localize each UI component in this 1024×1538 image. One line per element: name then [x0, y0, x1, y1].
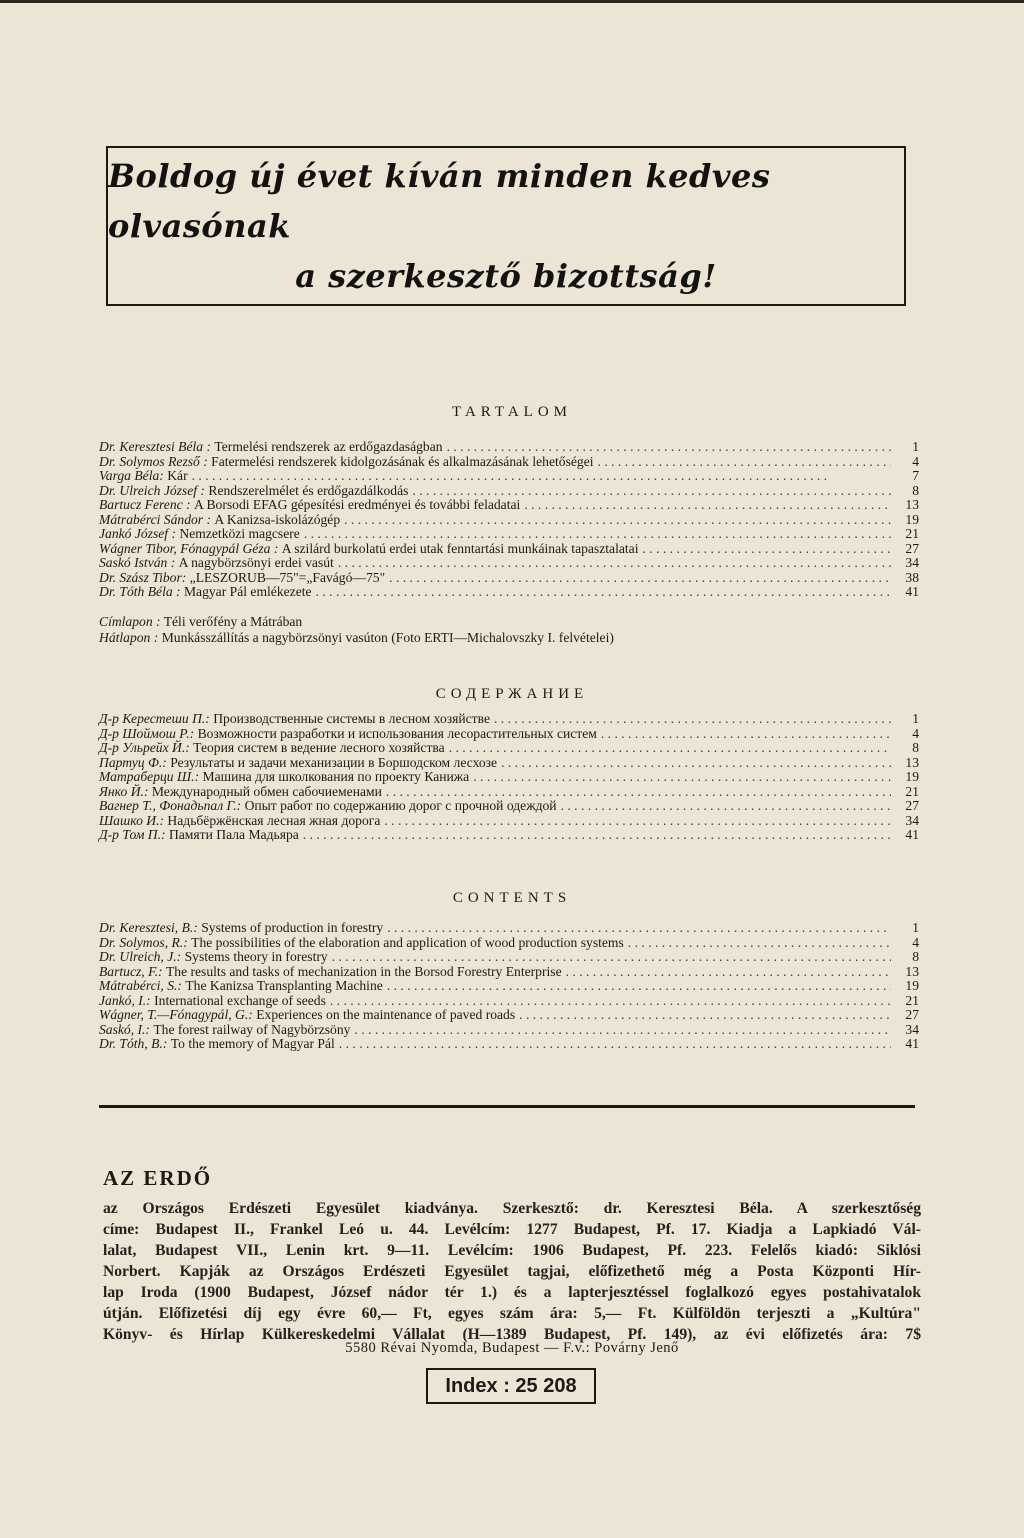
toc-author: Mátrabérci, S.: [99, 978, 182, 993]
toc-leader-dots [519, 1008, 891, 1023]
toc-leader-dots [561, 799, 891, 814]
toc-page-number: 34 [905, 1021, 919, 1037]
toc-author: Матраберци Ш.: [99, 769, 200, 784]
imprint-paragraph [103, 1198, 921, 1345]
toc-page-number: 27 [905, 540, 919, 556]
toc-entry [99, 994, 919, 1009]
toc-entry [99, 542, 919, 557]
top-edge-line [0, 0, 1024, 3]
toc-entry [99, 979, 919, 994]
toc-leader-dots [344, 513, 891, 528]
toc-author: Jankó József : [99, 526, 177, 541]
toc-page-number: 19 [905, 511, 919, 527]
toc-author: Dr. Ulreich, J.: [99, 949, 182, 964]
toc-title: Nemzetközi magcsere [179, 526, 300, 541]
toc-page-number: 19 [905, 978, 919, 993]
toc-author: Dr. Keresztesi, B.: [99, 920, 198, 935]
toc-leader-dots [316, 585, 891, 600]
toc-page-number: 19 [905, 769, 919, 784]
toc-author: Д-р Шоймош Р.: [99, 725, 195, 741]
toc-page-number: 41 [905, 1036, 919, 1051]
toc-leader-dots [494, 712, 891, 727]
toc-entry [99, 1037, 919, 1052]
toc-author: Dr. Tóth, B.: [99, 1036, 168, 1051]
toc-author: Saskó István : [99, 555, 176, 570]
toc-title: A szilárd burkolatú erdei utak fenntartási munkáinak tapasztalatai [281, 540, 639, 556]
toc-author: Dr. Tóth Béla : [99, 584, 181, 599]
toc-author: Jankó, I.: [99, 992, 151, 1008]
toc-page-number: 27 [905, 1007, 919, 1022]
toc-entry [99, 965, 919, 980]
toc-entry [99, 770, 919, 785]
toc-page-number: 8 [912, 482, 919, 498]
toc-author: Вагнер Т., Фонадьпал Г.: [99, 798, 242, 813]
toc-author: Wágner, T.—Fónagypál, G.: [99, 1007, 253, 1022]
toc-page-number: 13 [905, 754, 919, 770]
greeting-line-2: a szerkesztő bizottság! [295, 257, 717, 295]
toc-page-number: 8 [912, 949, 919, 964]
toc-leader-dots [339, 1037, 891, 1052]
toc-author: Д-р Ульрейх Й.: [99, 740, 190, 755]
toc-page-number: 4 [912, 453, 919, 469]
contents-list [99, 921, 919, 1052]
toc-leader-dots [386, 785, 891, 800]
toc-leader-dots [303, 828, 891, 843]
toc-leader-dots [389, 571, 891, 586]
toc-page-number: 8 [912, 740, 919, 755]
toc-page-number: 4 [912, 725, 919, 741]
toc-page-number: 1 [912, 711, 919, 726]
toc-entry [99, 455, 919, 470]
toc-page-number: 41 [905, 584, 919, 599]
toc-title: The Kanizsa Transplanting Machine [185, 978, 383, 993]
toc-author: Dr. Szász Tibor: [99, 569, 187, 585]
toc-entry [99, 828, 919, 843]
toc-author: Д-р Том П.: [99, 827, 166, 842]
contents-heading: CONTENTS [452, 890, 572, 906]
toc-entry [99, 799, 919, 814]
toc-title: The possibilities of the elaboration and application of wood production systems [191, 934, 624, 950]
toc-page-number: 41 [905, 827, 919, 842]
toc-title: Systems theory in forestry [184, 949, 328, 964]
toc-leader-dots [330, 994, 891, 1009]
toc-leader-dots [384, 814, 891, 829]
toc-title: Теория систем в ведение лесного хозяйства [193, 740, 445, 755]
toc-page-number: 34 [905, 555, 919, 570]
imprint-line: lalat, Budapest VII., Lenin krt. 9—11. Levélcím: 1906 Budapest, Pf. 223. Felelős kiadó: Siklósi [103, 1242, 921, 1259]
toc-author: Dr. Solymos, R.: [99, 934, 188, 950]
toc-entry [99, 921, 919, 936]
toc-title: Памяти Пала Мадьяра [168, 827, 299, 842]
toc-title: A Kanizsa-iskolázógép [214, 511, 341, 527]
toc-title: Fatermelési rendszerek kidolgozásának és alkalmazásának lehetőségei [211, 453, 594, 469]
toc-entry [99, 527, 919, 542]
imprint-line: az Országos Erdészeti Egyesület kiadványa. Szerkesztő: dr. Keresztesi Béla. A szerkesztőség [103, 1200, 921, 1217]
toc-title: „LESZORUB—75"=„Favágó—75" [189, 569, 386, 585]
new-year-greeting-box [106, 146, 906, 306]
toc-page-number: 21 [905, 783, 919, 799]
toc-title: International exchange of seeds [154, 992, 326, 1008]
cover-front-note: Címlapon : Téli verőfény a Mátrában [99, 614, 303, 629]
toc-page-number: 1 [912, 439, 919, 454]
toc-title: Magyar Pál emlékezete [183, 584, 312, 599]
imprint-line: Norbert. Kapják az Országos Erdészeti Egyesület tagjai, előfizethető még a Posta Központi Hír- [103, 1263, 921, 1280]
toc-leader-dots [566, 965, 891, 980]
toc-entry [99, 571, 919, 586]
tartalom-list [99, 440, 919, 600]
toc-page-number: 13 [905, 497, 919, 512]
toc-entry [99, 712, 919, 727]
toc-author: Bartucz, F.: [99, 963, 163, 979]
toc-leader-dots [473, 770, 891, 785]
toc-page-number: 34 [905, 812, 919, 828]
toc-author: Д-р Керестеши П.: [99, 711, 210, 726]
greeting-line-1: Boldog új évet kíván minden kedves olvasónak [108, 157, 771, 245]
toc-title: A nagybörzsönyi erdei vasút [178, 555, 334, 570]
toc-entry [99, 556, 919, 571]
toc-author: Шашко И.: [99, 812, 165, 828]
toc-entry [99, 585, 919, 600]
toc-author: Wágner Tibor, Fónagypál Géza : [99, 540, 279, 556]
masthead-divider [99, 1105, 915, 1108]
toc-entry [99, 756, 919, 771]
toc-author: Bartucz Ferenc : [99, 497, 191, 512]
toc-author: Партуц Ф.: [99, 754, 167, 770]
toc-title: The results and tasks of mechanization in the Borsod Forestry Enterprise [165, 963, 562, 979]
imprint-line: útján. Előfizetési díj egy évre 60,— Ft, egyes szám ára: 5,— Ft. Külföldön terjeszti a „Kultúra" [103, 1305, 921, 1322]
toc-leader-dots [642, 542, 891, 557]
toc-author: Янко Й.: [99, 783, 149, 799]
toc-leader-dots [601, 727, 891, 742]
toc-leader-dots [501, 756, 891, 771]
toc-page-number: 27 [905, 798, 919, 813]
soderzhanie-list [99, 712, 919, 843]
toc-page-number: 7 [912, 468, 919, 483]
toc-leader-dots [332, 950, 891, 965]
toc-entry [99, 513, 919, 528]
toc-leader-dots [192, 469, 891, 484]
toc-entry [99, 741, 919, 756]
toc-leader-dots [524, 498, 891, 513]
toc-entry [99, 950, 919, 965]
toc-title: Опыт работ по содержанию дорог с прочной одеждой [244, 798, 557, 813]
toc-title: To the memory of Magyar Pál [170, 1036, 335, 1051]
cover-back-note: Hátlapon : Munkásszállítás a nagybörzsönyi vasúton (Foto ERTI—Michalovszky I. felvételei) [99, 630, 614, 645]
toc-page-number: 21 [905, 526, 919, 541]
toc-entry [99, 785, 919, 800]
toc-leader-dots [304, 527, 891, 542]
toc-author: Varga Béla: [99, 468, 164, 483]
toc-author: Dr. Ulreich József : [99, 482, 205, 498]
toc-entry [99, 1008, 919, 1023]
toc-title: Возможности разработки и использования лесорастительных систем [197, 725, 597, 741]
toc-leader-dots [387, 921, 891, 936]
toc-title: Производственные системы в лесном хозяйстве [213, 711, 490, 726]
toc-leader-dots [449, 741, 891, 756]
toc-page-number: 21 [905, 992, 919, 1008]
toc-author: Mátrabérci Sándor : [99, 511, 212, 527]
toc-entry [99, 814, 919, 829]
toc-entry [99, 498, 919, 513]
toc-page-number: 38 [905, 569, 919, 585]
toc-title: Надьбёржёнская лесная жная дорога [167, 812, 381, 828]
toc-leader-dots [447, 440, 891, 455]
toc-page-number: 1 [912, 920, 919, 935]
toc-entry [99, 727, 919, 742]
toc-title: Termelési rendszerek az erdőgazdaságban [214, 439, 443, 454]
toc-author: Dr. Keresztesi Béla : [99, 439, 212, 454]
soderzhanie-heading: СОДЕРЖАНИЕ [435, 686, 589, 702]
toc-leader-dots [338, 556, 891, 571]
toc-title: Systems of production in forestry [201, 920, 384, 935]
toc-entry [99, 1023, 919, 1038]
toc-leader-dots [598, 455, 891, 470]
toc-author: Saskó, I.: [99, 1021, 150, 1037]
toc-page-number: 4 [912, 934, 919, 950]
toc-leader-dots [387, 979, 891, 994]
toc-entry [99, 484, 919, 499]
toc-leader-dots [412, 484, 891, 499]
toc-entry [99, 469, 919, 484]
toc-title: The forest railway of Nagybörzsöny [153, 1021, 351, 1037]
toc-title: Международный обмен сабочиеменами [151, 783, 382, 799]
imprint-line: Könyv- és Hírlap Külkereskedelmi Vállalat (H—1389 Budapest, Pf. 149), az évi előfizetés ára: 7$ [103, 1326, 921, 1343]
cover-notes [99, 614, 919, 646]
tartalom-heading: TARTALOM [451, 404, 573, 420]
toc-title: Rendszerelmélet és erdőgazdálkodás [208, 482, 409, 498]
toc-title: Результаты и задачи механизации в Боршодском лесхозе [170, 754, 498, 770]
toc-title: A Borsodi EFAG gépesítési eredményei és további feladatai [194, 497, 521, 512]
toc-title: Kár [167, 468, 188, 483]
journal-title: AZ ERDŐ [103, 1166, 213, 1190]
imprint-line: címe: Budapest II., Frankel Leó u. 44. Levélcím: 1277 Budapest, Pf. 17. Kiadja a Lapkiadó Vál- [103, 1221, 921, 1238]
toc-leader-dots [354, 1023, 891, 1038]
index-number-box: Index : 25 208 [426, 1368, 596, 1404]
toc-author: Dr. Solymos Rezső : [99, 453, 208, 469]
toc-entry [99, 440, 919, 455]
toc-title: Машина для школкования по проекту Канижа [202, 769, 470, 784]
imprint-line: lap Iroda (1900 Budapest, József nádor tér 1.) és a lapterjesztéssel foglalkozó egyes postahivatalok [103, 1284, 921, 1301]
toc-title: Experiences on the maintenance of paved roads [256, 1007, 516, 1022]
toc-leader-dots [628, 936, 891, 951]
printer-line: 5580 Révai Nyomda, Budapest — F.v.: Povárny Jenő [345, 1340, 679, 1356]
toc-entry [99, 936, 919, 951]
toc-page-number: 13 [905, 963, 919, 979]
